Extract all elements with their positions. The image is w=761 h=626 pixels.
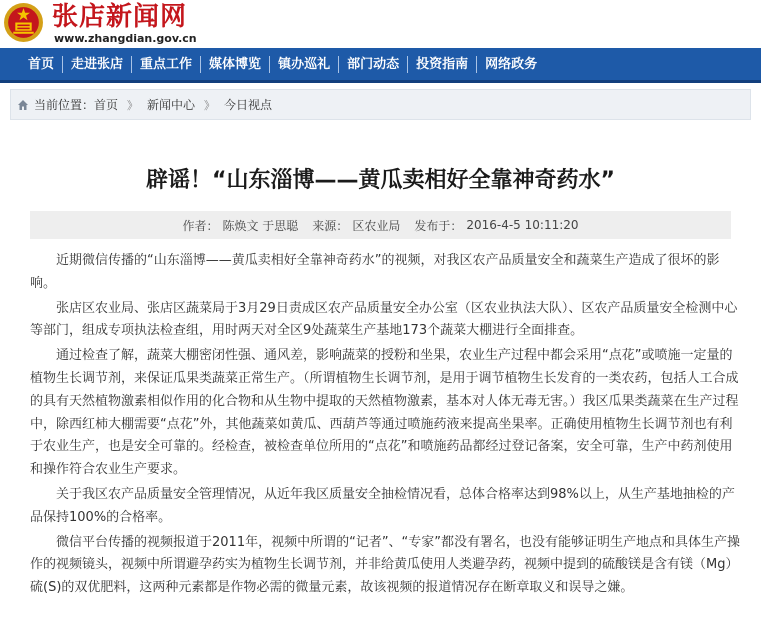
breadcrumb-home[interactable]: 首页 bbox=[94, 98, 119, 112]
nav-item-e-government[interactable]: 网络政务 bbox=[485, 56, 538, 72]
national-emblem-icon[interactable] bbox=[3, 2, 44, 43]
breadcrumb bbox=[10, 89, 751, 120]
nav-item-media[interactable]: 媒体博览 bbox=[209, 56, 262, 72]
site-title[interactable]: 张店新闻网 bbox=[52, 2, 188, 32]
nav-item-investment[interactable]: 投资指南 bbox=[416, 56, 469, 72]
article-paragraph: 微信平台传播的视频报道于2011年，视频中所谓的“记者”、“专家”都没有署名，也没有能够证明生产地点和具体生产操作的视频镜头，视频中所谓避孕药实为植物生长调节剂，并非给黄瓜使用人类避孕药，视频中提到的硫酸镁是含有镁（Mg）硫(S)的双优肥料，这两种元素都是作物必需的微量元素，故该视频的报道情况存在断章取义和误导之嫌。 bbox=[30, 534, 741, 596]
nav-item-about[interactable]: 走进张店 bbox=[71, 56, 124, 72]
breadcrumb-label: 当前位置： bbox=[34, 98, 95, 112]
nav-item-departments[interactable]: 部门动态 bbox=[347, 56, 400, 72]
article-meta bbox=[30, 211, 731, 239]
article-paragraph: 近期微信传播的“山东淄博——黄瓜卖相好全靠神奇药水”的视频，对我区农产品质量安全和蔬菜生产造成了很坏的影响。 bbox=[30, 253, 720, 291]
article-paragraph: 关于我区农产品质量安全管理情况，从近年我区质量安全抽检情况看，总体合格率达到98%以上，从生产基地抽检的产品保持100%的合格率。 bbox=[30, 486, 735, 525]
date-label: 发布于： bbox=[414, 218, 463, 233]
article-paragraph: 通过检查了解，蔬菜大棚密闭性强、通风差，影响蔬菜的授粉和坐果，农业生产过程中都会采用“点花”或喷施一定量的植物生长调节剂，来保证瓜果类蔬菜正常生产。（所谓植物生长调节剂，是用于调节植物生长发育的一类农药，包括人工合成的具有天然植物激素相似作用的化合物和从生物中提取的天然植物激素，基本对人体无毒无害。）我区瓜果类蔬菜在生产过程中，除西红柿大棚需要“点花”外，其他蔬菜如黄瓜、西葫芦等通过喷施药液来提高坐果率。正确使用植物生长调节剂也有利于农业生产，也是安全可靠的。经检查，被检查单位所用的“点花”和喷施药品都经过登记备案，安全可靠，生产中药剂使用和操作符合农业生产要求。 bbox=[30, 348, 739, 478]
author-value: 陈焕文 于思聪 bbox=[222, 218, 299, 233]
site-url: www.zhangdian.gov.cn bbox=[54, 32, 197, 45]
article-title: 辟谣！“山东淄博——黄瓜卖相好全靠神奇药水” bbox=[146, 168, 615, 193]
article-body bbox=[30, 250, 741, 602]
nav-item-home[interactable]: 首页 bbox=[28, 56, 55, 72]
nav-item-key-work[interactable]: 重点工作 bbox=[140, 56, 193, 72]
breadcrumb-separator: 》 bbox=[204, 98, 216, 112]
author-label: 作者： bbox=[182, 218, 219, 233]
breadcrumb-separator: 》 bbox=[127, 98, 139, 112]
source-value: 区农业局 bbox=[352, 218, 401, 233]
site-header bbox=[0, 0, 761, 48]
nav-item-towns[interactable]: 镇办巡礼 bbox=[278, 56, 331, 72]
article-paragraph: 张店区农业局、张店区蔬菜局于3月29日责成区农产品质量安全办公室（区农业执法大队）、区农产品质量安全检测中心等部门，组成专项执法检查组，用时两天对全区9处蔬菜生产基地173个蔬菜大棚进行全面排查。 bbox=[30, 300, 738, 339]
breadcrumb-news-center[interactable]: 新闻中心 bbox=[147, 98, 196, 112]
home-icon bbox=[17, 99, 29, 111]
source-label: 来源： bbox=[312, 218, 349, 233]
date-value: 2016-4-5 10:11:20 bbox=[466, 218, 579, 232]
main-nav bbox=[0, 48, 761, 83]
breadcrumb-today[interactable]: 今日视点 bbox=[224, 98, 273, 112]
